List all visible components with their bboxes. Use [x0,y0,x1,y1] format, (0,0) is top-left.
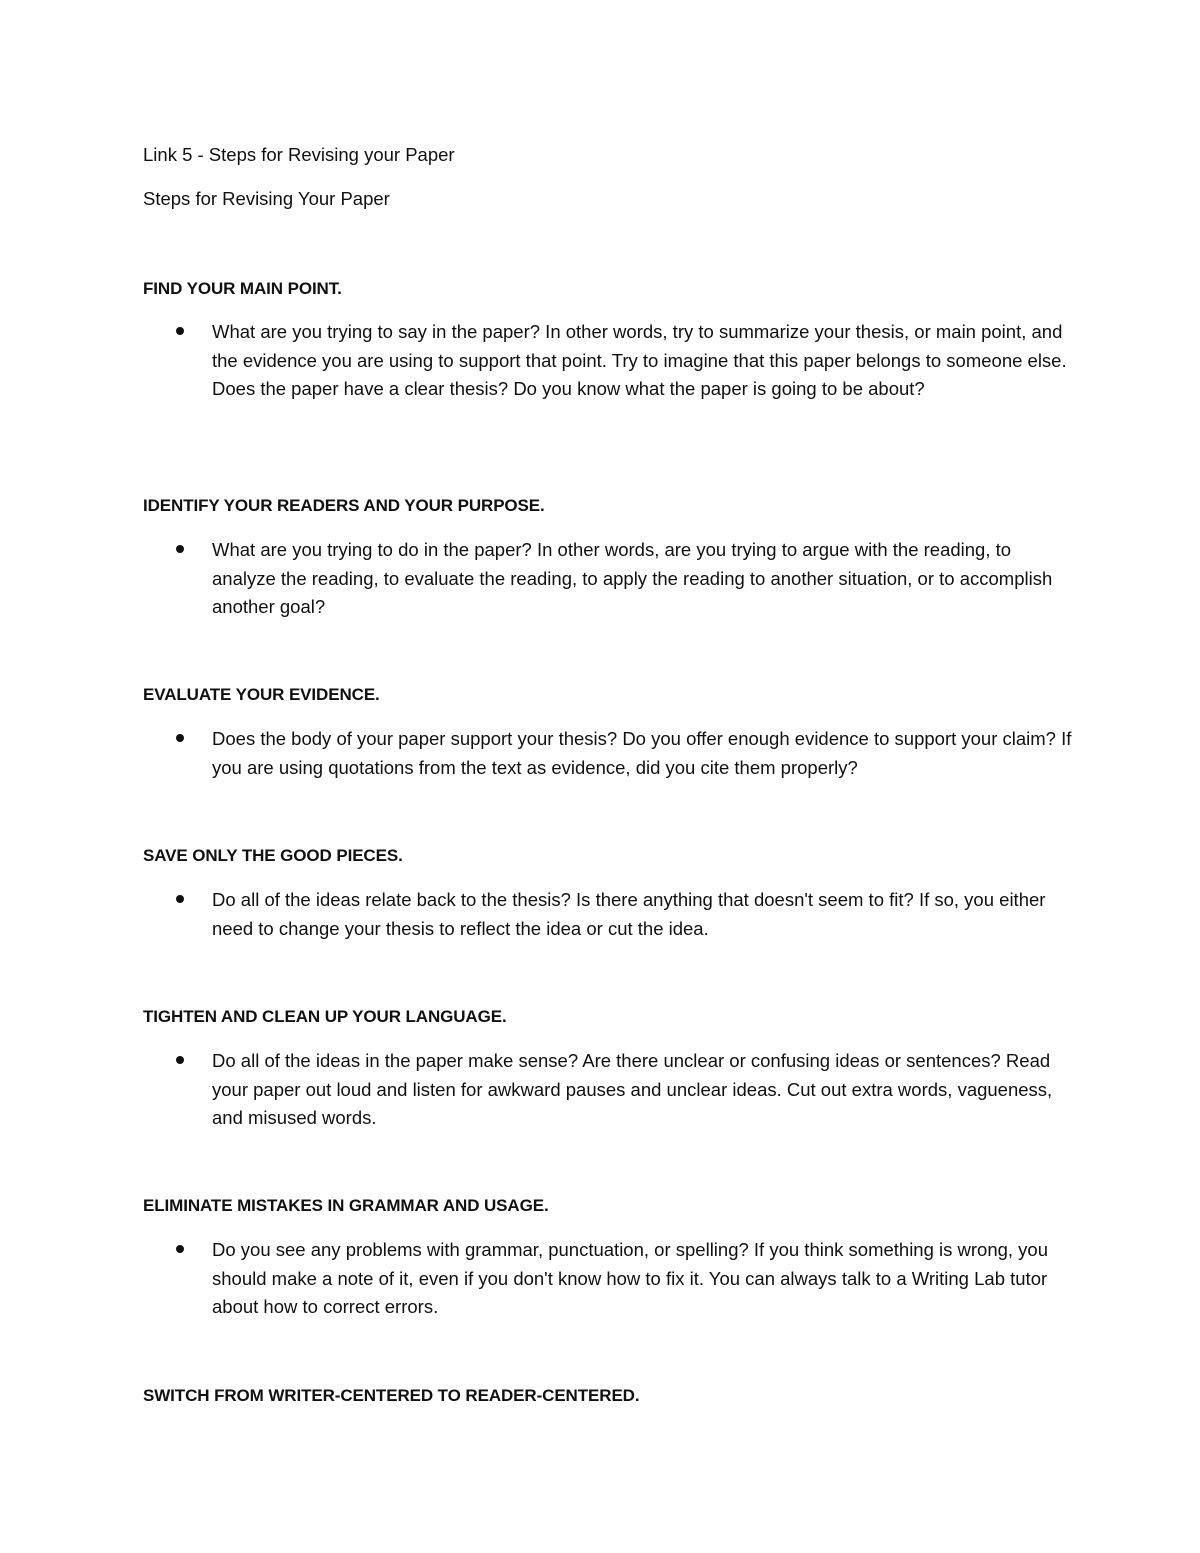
bullet-text: What are you trying to do in the paper? In other words, are you trying to argue with the reading, to analyze the reading, to evaluate the reading, to apply the reading to another situation, or to accomplish another goal? [212,539,1053,617]
section-heading-language: TIGHTEN AND CLEAN UP YOUR LANGUAGE. [143,1007,507,1026]
bullet-text: Does the body of your paper support your thesis? Do you offer enough evidence to support your claim? If you are using quotations from the text as evidence, did you cite them properly? [212,728,1072,778]
bullet-dot-icon [176,545,184,553]
section-heading-reader-centered: SWITCH FROM WRITER-CENTERED TO READER-CENTERED. [143,1386,640,1405]
section-heading-main-point: FIND YOUR MAIN POINT. [143,279,342,298]
section-heading-grammar: ELIMINATE MISTAKES IN GRAMMAR AND USAGE. [143,1196,549,1215]
bullet-text: Do all of the ideas relate back to the thesis? Is there anything that doesn't seem to fit? If so, you either need to change your thesis to reflect the idea or cut the idea. [212,889,1046,939]
bullet-dot-icon [176,895,184,903]
section-heading-good-pieces: SAVE ONLY THE GOOD PIECES. [143,846,403,865]
document-subtitle: Steps for Revising Your Paper [143,188,390,209]
bullet-dot-icon [176,1245,184,1253]
bullet-dot-icon [176,327,184,335]
bullet-text: Do you see any problems with grammar, punctuation, or spelling? If you think something is wrong, you should make a note of it, even if you don't know how to fix it. You can always talk to a Writing Lab tutor about how to correct errors. [212,1239,1049,1317]
bullet-dot-icon [176,734,184,742]
bullet-dot-icon [176,1056,184,1064]
section-heading-evidence: EVALUATE YOUR EVIDENCE. [143,685,380,704]
section-heading-readers-purpose: IDENTIFY YOUR READERS AND YOUR PURPOSE. [143,496,545,515]
bullet-text: What are you trying to say in the paper? In other words, try to summarize your thesis, or main point, and the evidence you are using to support that point. Try to imagine that this paper belongs to someone else. Does the paper have a clear thesis? Do you know what the paper is going to be about? [212,321,1067,399]
link-title: Link 5 - Steps for Revising your Paper [143,144,455,165]
bullet-text: Do all of the ideas in the paper make sense? Are there unclear or confusing ideas or sentences? Read your paper out loud and listen for awkward pauses and unclear ideas. Cut out extra words, vagueness, and misused words. [212,1050,1053,1128]
